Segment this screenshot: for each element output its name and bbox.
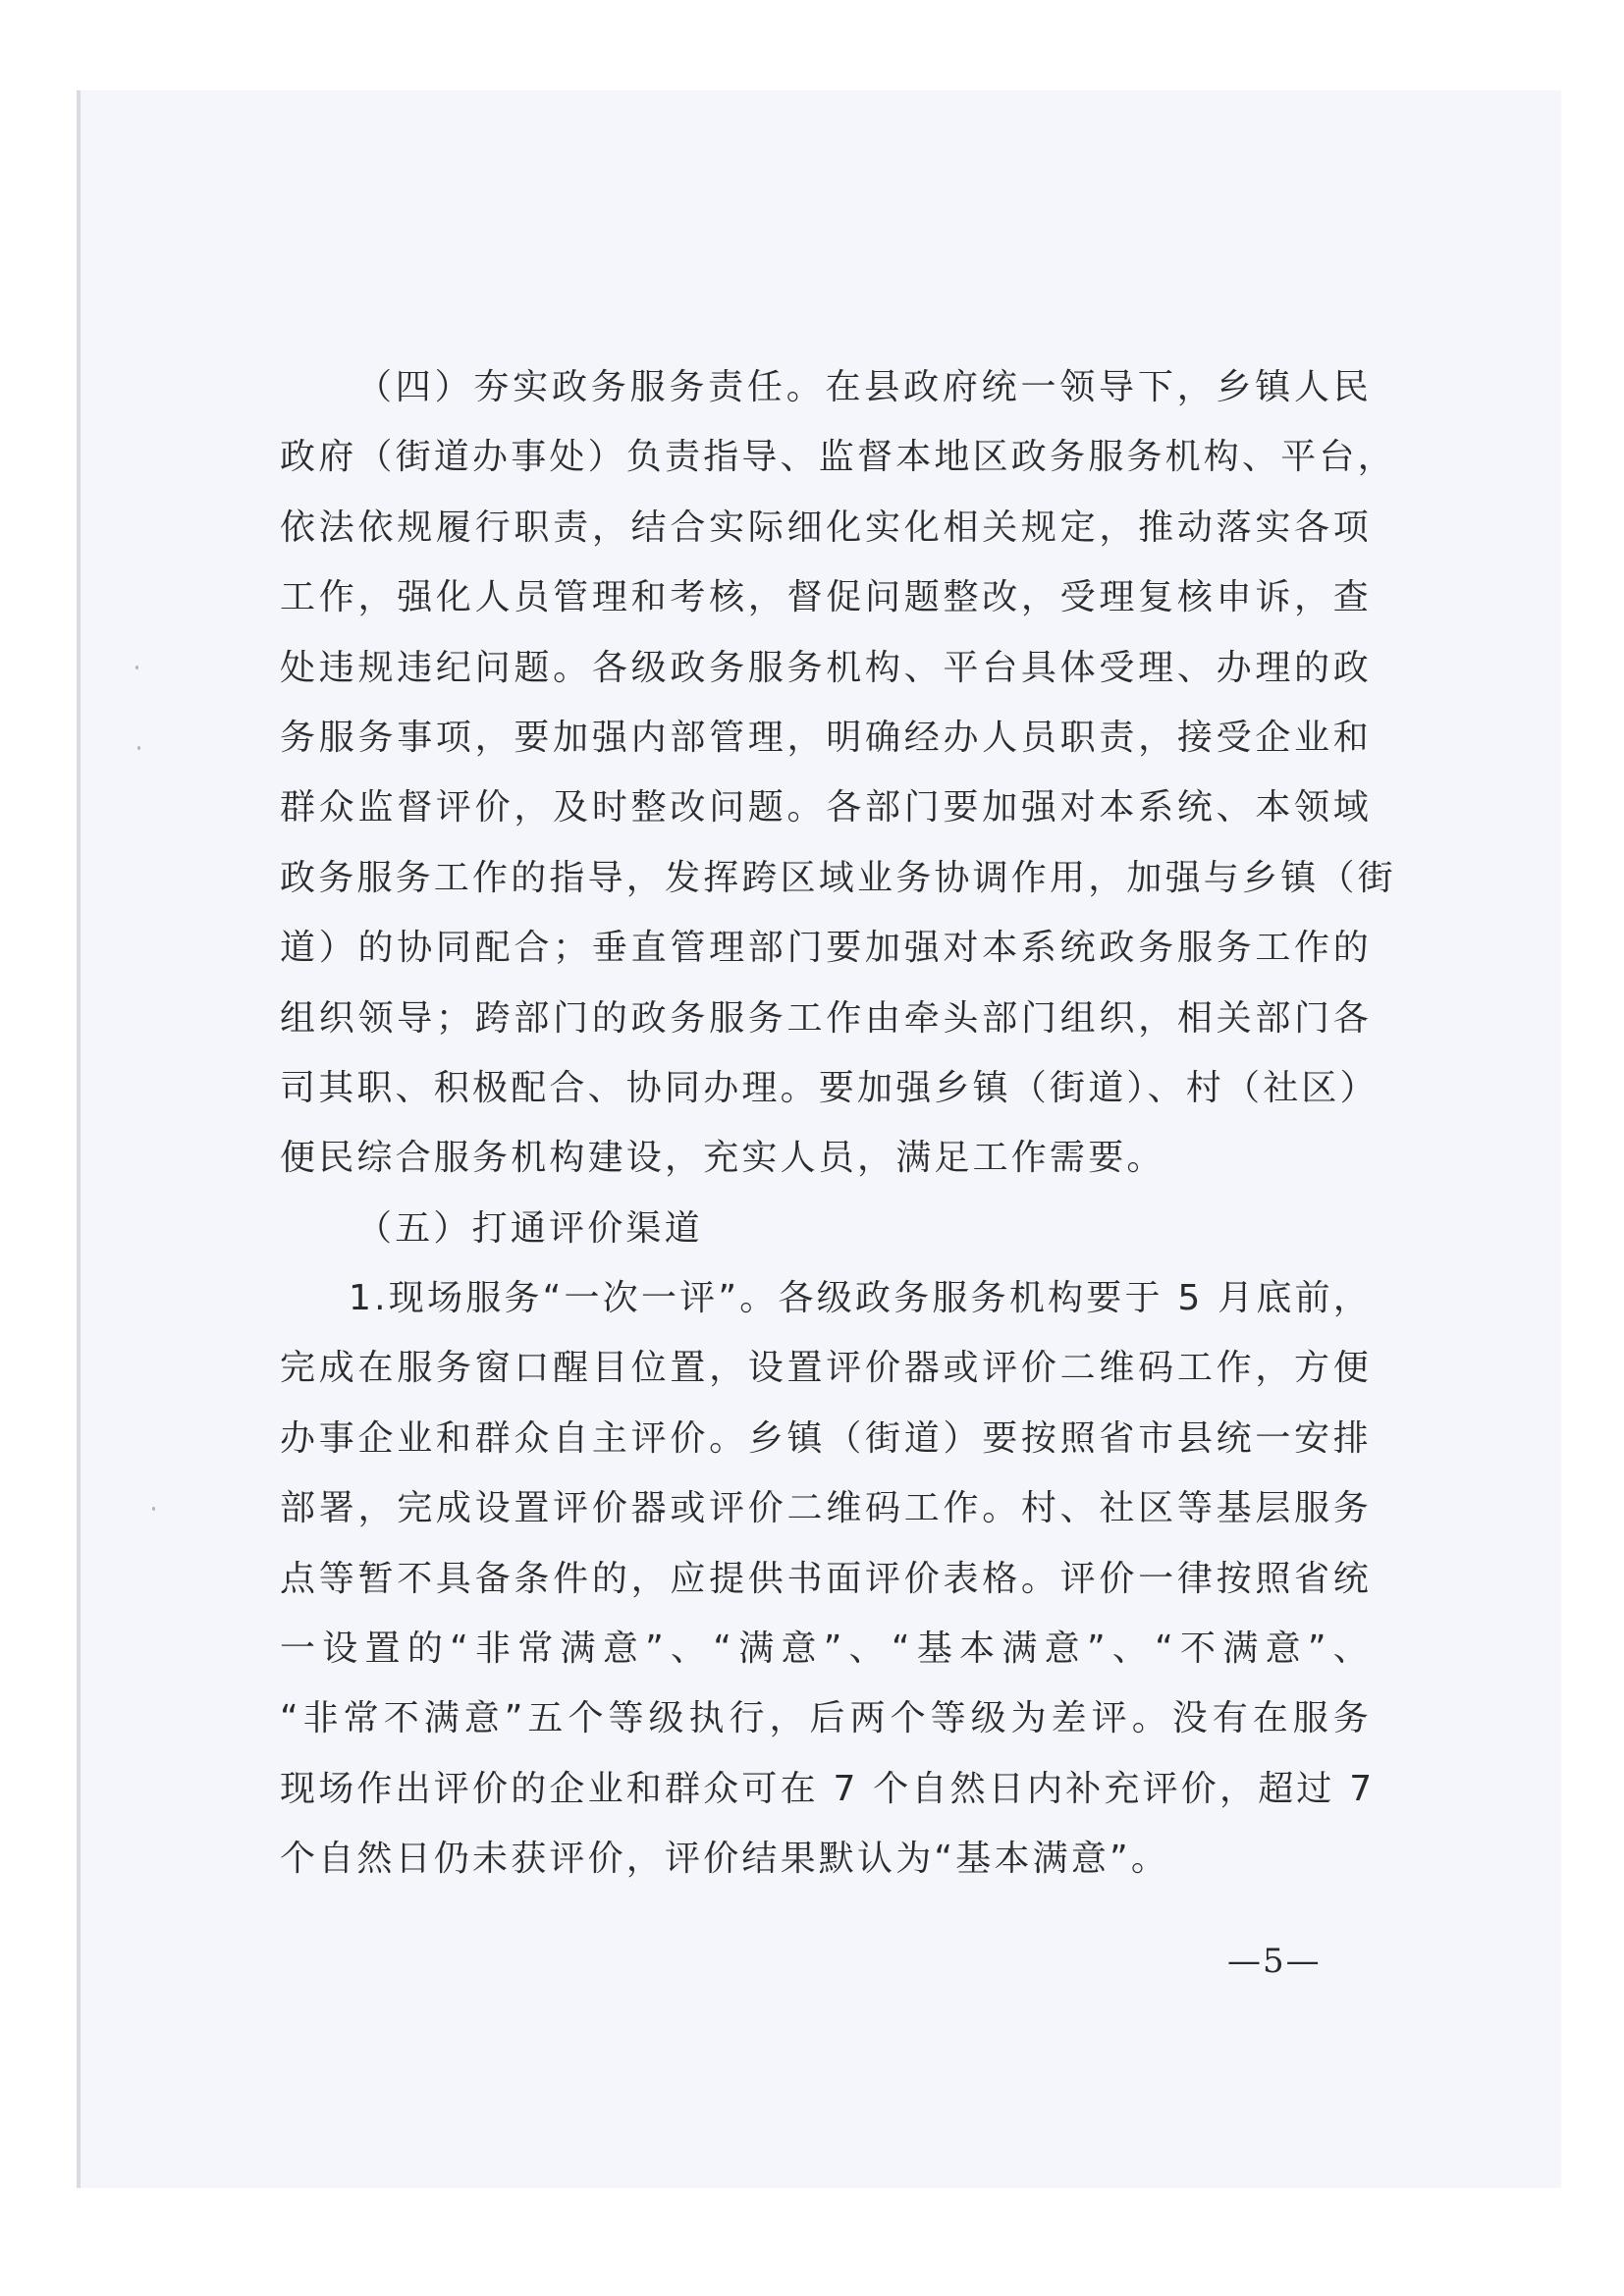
- scan-speck: [152, 1507, 155, 1511]
- paragraph-line: 司其职、积极配合、协同办理。要加强乡镇（街道）、村（社区）: [280, 1067, 1379, 1108]
- paragraph-line: 务服务事项，要加强内部管理，明确经办人员职责，接受企业和: [280, 717, 1372, 758]
- paragraph-line: 现场作出评价的企业和群众可在 7 个自然日内补充评价，超过 7: [280, 1768, 1376, 1809]
- paragraph-line: 政府（街道办事处）负责指导、监督本地区政务服务机构、平台，: [280, 437, 1396, 478]
- page-number: —5—: [1227, 1942, 1322, 1981]
- paragraph-line: 部署，完成设置评价器或评价二维码工作。村、社区等基层服务: [280, 1488, 1372, 1529]
- paragraph-line: 组织领导；跨部门的政务服务工作由牵头部门组织，相关部门各: [280, 997, 1372, 1039]
- paragraph-line: 工作，强化人员管理和考核，督促问题整改，受理复核申诉，查: [280, 577, 1372, 618]
- paragraph-line: 便民综合服务机构建设，充实人员，满足工作需要。: [280, 1138, 1165, 1179]
- scan-speck: [135, 666, 138, 669]
- paragraph-line: 办事企业和群众自主评价。乡镇（街道）要按照省市县统一安排: [280, 1417, 1372, 1459]
- paragraph-line: 依法依规履行职责，结合实际细化实化相关规定，推动落实各项: [280, 507, 1372, 548]
- scan-speck: [137, 746, 140, 750]
- paragraph-line: “非常不满意”五个等级执行，后两个等级为差评。没有在服务: [280, 1698, 1372, 1739]
- paragraph-line: 群众监督评价，及时整改问题。各部门要加强对本系统、本领域: [280, 787, 1372, 828]
- paragraph-line: 道）的协同配合；垂直管理部门要加强对本系统政务服务工作的: [280, 928, 1372, 969]
- paragraph-line: 政务服务工作的指导，发挥跨区域业务协调作用，加强与乡镇（街: [280, 857, 1396, 898]
- paragraph-line: 点等暂不具备条件的，应提供书面评价表格。评价一律按照省统: [280, 1558, 1372, 1599]
- paragraph-line: 一设置的“非常满意”、“满意”、“基本满意”、“不满意”、: [280, 1629, 1372, 1670]
- section-heading: （五）打通评价渠道: [356, 1207, 703, 1249]
- paragraph-line: （四）夯实政务服务责任。在县政府统一领导下，乡镇人民: [356, 367, 1372, 407]
- paragraph-line: 1.现场服务“一次一评”。各级政务服务机构要于 5 月底前，: [349, 1278, 1372, 1319]
- paragraph-line: 个自然日仍未获评价，评价结果默认为“基本满意”。: [280, 1839, 1170, 1880]
- paragraph-line: 处违规违纪问题。各级政务服务机构、平台具体受理、办理的政: [280, 647, 1372, 688]
- paragraph-line: 完成在服务窗口醒目位置，设置评价器或评价二维码工作，方便: [280, 1348, 1372, 1389]
- document-body: [280, 352, 1396, 1895]
